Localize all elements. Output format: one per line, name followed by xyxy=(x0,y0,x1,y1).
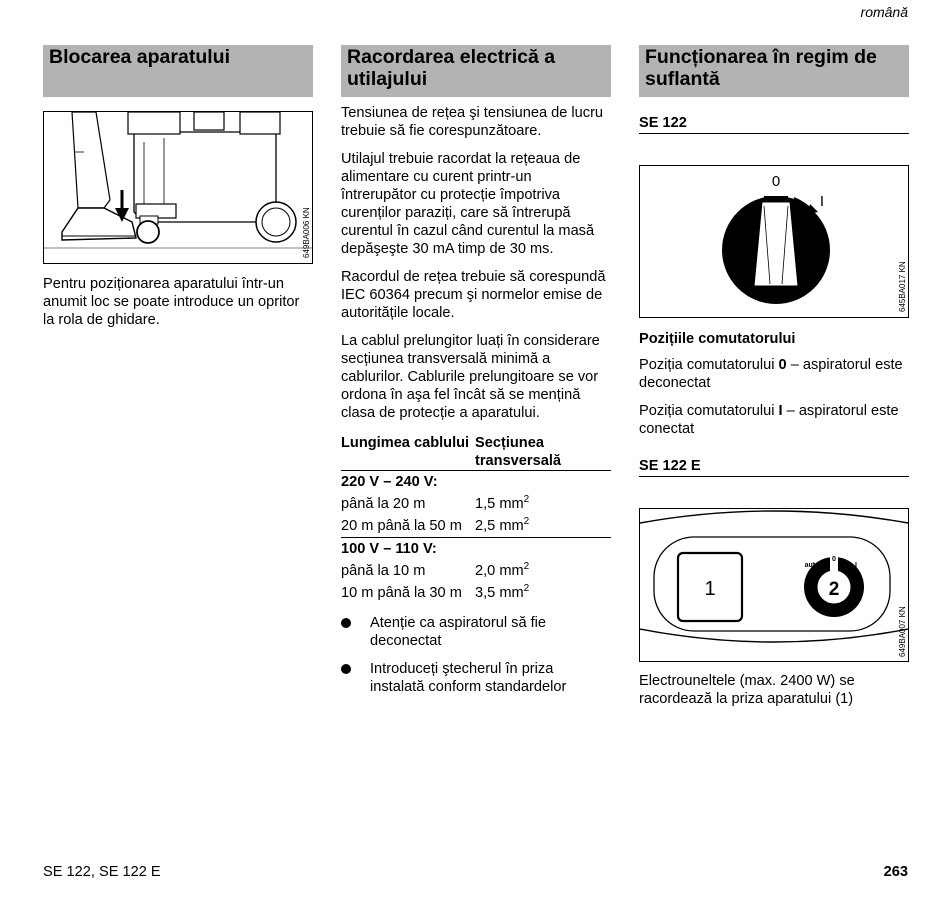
paragraph: Pentru poziționarea aparatului într-un anumit loc se poate introduce un opritor la rola de ghidare. xyxy=(43,276,300,328)
subheading: SE 122 xyxy=(639,115,909,134)
switch-position-1: I xyxy=(819,193,825,210)
bullet-text: Atenție ca aspiratorul să fie deconectat xyxy=(370,615,547,649)
subheading: SE 122 E xyxy=(639,458,909,477)
switch-position-0: 0 xyxy=(771,173,781,190)
table-row xyxy=(341,582,611,604)
table-header-cell: Lungimea cablului xyxy=(341,432,475,471)
table-cell xyxy=(475,582,611,604)
column-electrical-connection xyxy=(341,45,611,706)
cell-value: 3,5 mm xyxy=(475,585,524,601)
paragraph: Utilajul trebuie racordat la rețeaua de alimentare cu curent printr-un întrerupător cu protecție împotriva curenților paraziți, care să întrerupă curentul în cazul când curentul la masă depăşeşte 30 mA timp de 30 ms. xyxy=(341,151,595,257)
switch-key: 0 xyxy=(778,357,787,373)
bullet-item xyxy=(341,614,611,650)
paragraph: La cablul prelungitor luați în considerare secțiunea transversală minimă a cablurilor. Cablurile prelungitoare se vor ordona în aşa fel încât să se mențină clasa de protecție a aparatului. xyxy=(341,333,600,421)
table-group-cell: 100 V – 110 V: xyxy=(341,538,611,561)
page-number: 263 xyxy=(883,864,908,880)
text: – aspiratorul este conectat xyxy=(639,403,899,437)
table-header-cell: Secțiunea transversală xyxy=(475,432,611,471)
knob-label: 2 xyxy=(828,579,840,600)
knob-0-label: 0 xyxy=(832,556,836,563)
cell-value: 2,0 mm xyxy=(475,563,524,579)
cell-value: 1,5 mm xyxy=(475,496,524,512)
column-device-blocking xyxy=(43,45,313,339)
figure-switch-se122 xyxy=(639,165,909,318)
footer-model: SE 122, SE 122 E xyxy=(43,864,161,880)
paragraph xyxy=(639,356,909,392)
cable-table xyxy=(341,432,611,604)
text: Poziția comutatorului xyxy=(639,403,779,419)
paragraph: Electrouneltele (max. 2400 W) se racordează la priza aparatului (1) xyxy=(639,673,855,707)
bullet-text: Introduceți ştecherul în priza instalată conform standardelor xyxy=(370,661,567,695)
superscript: 2 xyxy=(523,494,530,506)
figure-code: 649BA006 KN xyxy=(302,207,311,258)
superscript: 2 xyxy=(523,516,530,528)
table-cell xyxy=(475,493,611,515)
section-title: Funcționarea în regim de suflantă xyxy=(639,45,909,97)
table-cell: până la 10 m xyxy=(341,563,426,579)
table-row xyxy=(341,515,611,538)
figure-socket-se122e xyxy=(639,508,909,662)
table-row xyxy=(341,560,611,582)
bullet-icon xyxy=(341,664,351,674)
figure-code: 649BA007 KN xyxy=(898,606,907,657)
section-title: Racordarea electrică a utilajului xyxy=(341,45,611,97)
knob-1-label: I xyxy=(855,562,857,569)
wheel-stopper-illustration xyxy=(44,112,312,262)
figure-code: 645BA017 KN xyxy=(898,261,907,312)
figure-wheel-stopper xyxy=(43,111,313,264)
section-title: Blocarea aparatului xyxy=(43,45,313,97)
table-group-row xyxy=(341,538,611,561)
socket-label: 1 xyxy=(704,578,716,600)
positions-heading: Pozițiile comutatorului xyxy=(639,331,796,347)
knob-auto-label: auto xyxy=(804,562,820,569)
cell-value: 2,5 mm xyxy=(475,518,524,534)
paragraph xyxy=(639,402,909,438)
table-cell: 20 m până la 50 m xyxy=(341,518,462,534)
rotary-switch-illustration xyxy=(640,166,908,316)
column-blower-mode xyxy=(639,45,909,718)
table-group-cell: 220 V – 240 V: xyxy=(341,474,438,490)
paragraph: Racordul de rețea trebuie să corespundă IEC 60364 precum şi normelor emise de autoritățile locale. xyxy=(341,269,606,321)
text: Poziția comutatorului xyxy=(639,357,779,373)
text: – aspiratorul este deconectat xyxy=(639,357,903,391)
switch-key: I xyxy=(778,403,783,419)
socket-and-switch-illustration xyxy=(640,509,908,660)
superscript: 2 xyxy=(523,561,530,573)
table-header-row xyxy=(341,432,611,471)
paragraph: Tensiunea de rețea şi tensiunea de lucru trebuie să fie corespunzătoare. xyxy=(341,105,604,139)
bullet-icon xyxy=(341,618,351,628)
table-cell: 10 m până la 30 m xyxy=(341,585,462,601)
table-cell: până la 20 m xyxy=(341,496,426,512)
superscript: 2 xyxy=(523,583,530,595)
language-label: română xyxy=(860,4,908,20)
table-cell xyxy=(475,515,611,538)
bullet-item xyxy=(341,660,611,696)
table-row xyxy=(341,493,611,515)
table-cell xyxy=(475,560,611,582)
table-group-row xyxy=(341,471,611,494)
